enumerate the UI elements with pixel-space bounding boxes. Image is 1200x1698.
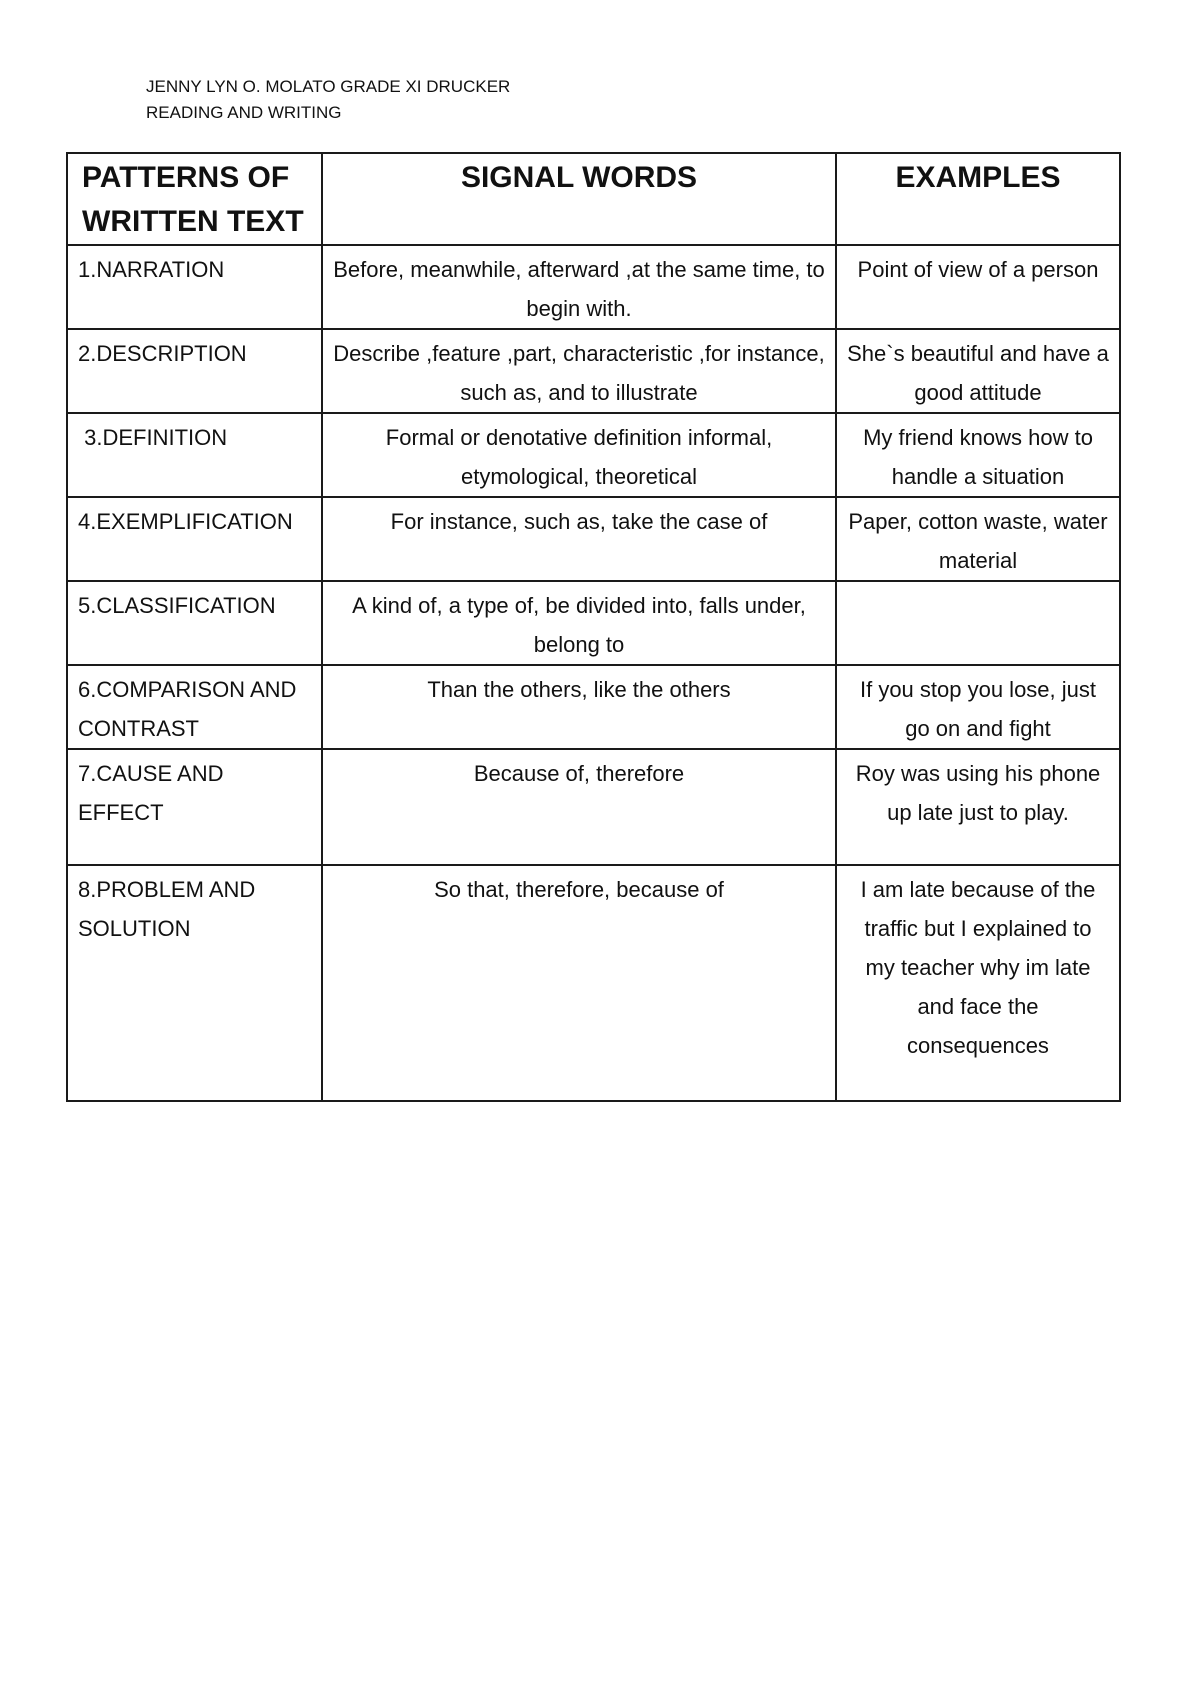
signal-words-cell: Before, meanwhile, afterward ,at the same time, to begin with. (322, 245, 836, 329)
signal-words-cell: Because of, therefore (322, 749, 836, 865)
example-cell: Roy was using his phone up late just to play. (836, 749, 1120, 865)
signal-words-cell: Than the others, like the others (322, 665, 836, 749)
pattern-cell: 7.CAUSE AND EFFECT (67, 749, 322, 865)
table-row (67, 245, 1120, 329)
column-header-examples: EXAMPLES (836, 153, 1120, 245)
column-header-signal-words: SIGNAL WORDS (322, 153, 836, 245)
document-header (146, 74, 510, 126)
example-cell (836, 581, 1120, 665)
example-cell: I am late because of the traffic but I explained to my teacher why im late and face the consequences (836, 865, 1120, 1101)
table-row (67, 581, 1120, 665)
table-row (67, 665, 1120, 749)
example-cell: If you stop you lose, just go on and fight (836, 665, 1120, 749)
table-row (67, 497, 1120, 581)
author-line: JENNY LYN O. MOLATO GRADE XI DRUCKER (146, 77, 511, 96)
pattern-cell: 8.PROBLEM AND SOLUTION (67, 865, 322, 1101)
table-header-row (67, 153, 1120, 245)
signal-words-cell: Formal or denotative definition informal, etymological, theoretical (322, 413, 836, 497)
pattern-cell: 1.NARRATION (67, 245, 322, 329)
patterns-table (66, 152, 1121, 1102)
example-cell: Paper, cotton waste, water material (836, 497, 1120, 581)
pattern-cell: 6.COMPARISON AND CONTRAST (67, 665, 322, 749)
pattern-cell: 2.DESCRIPTION (67, 329, 322, 413)
signal-words-cell: So that, therefore, because of (322, 865, 836, 1101)
table-row (67, 865, 1120, 1101)
signal-words-cell: A kind of, a type of, be divided into, falls under, belong to (322, 581, 836, 665)
table-row (67, 413, 1120, 497)
subject-line: READING AND WRITING (146, 103, 342, 122)
column-header-patterns: PATTERNS OF WRITTEN TEXT (67, 153, 322, 245)
example-cell: Point of view of a person (836, 245, 1120, 329)
signal-words-cell: For instance, such as, take the case of (322, 497, 836, 581)
pattern-cell: 4.EXEMPLIFICATION (67, 497, 322, 581)
pattern-cell: 3.DEFINITION (67, 413, 322, 497)
table-row (67, 329, 1120, 413)
signal-words-cell: Describe ,feature ,part, characteristic ,for instance, such as, and to illustrate (322, 329, 836, 413)
pattern-cell: 5.CLASSIFICATION (67, 581, 322, 665)
example-cell: My friend knows how to handle a situation (836, 413, 1120, 497)
example-cell: She`s beautiful and have a good attitude (836, 329, 1120, 413)
table-row (67, 749, 1120, 865)
